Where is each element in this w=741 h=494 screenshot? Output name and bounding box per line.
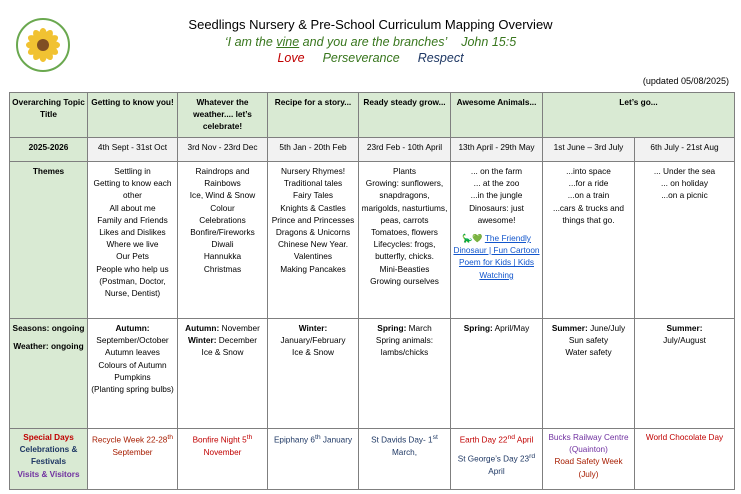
theme-item: Getting to know each other (93, 178, 172, 201)
quote-part-b: and you are the branches’ (299, 35, 448, 49)
theme-item: Family and Friends (97, 214, 168, 225)
season-lines (545, 334, 632, 358)
theme-item: ... on the farm (470, 166, 523, 176)
themes-cell (178, 162, 268, 319)
ordinal-suffix: th (167, 434, 174, 441)
quote-reference: John 15:5 (461, 35, 517, 49)
season-line: Pumpkins (114, 371, 151, 382)
topic-row-label: Overarching Topic Title (10, 93, 88, 138)
theme-item: Chinese New Year. (277, 239, 349, 250)
special-day-cell (178, 429, 268, 490)
season-lines (361, 334, 448, 358)
theme-item: Celebrations (199, 214, 246, 225)
school-values (0, 51, 741, 65)
season-months: June/July (587, 323, 626, 333)
updated-date: (updated 05/08/2025) (642, 76, 729, 86)
special-day-text: April (515, 435, 534, 445)
seasons-weather-label (10, 319, 88, 429)
special-day-text: March, (391, 447, 418, 457)
dates-row (10, 138, 735, 162)
theme-item: Likes and Dislikes (99, 227, 166, 238)
celebrations-heading: Celebrations & Festivals (19, 445, 78, 467)
season-name: Spring: (463, 323, 493, 333)
special-days-row (10, 429, 735, 490)
themes-cell (359, 162, 451, 319)
dinosaur-icon: 🦕💚 (462, 233, 483, 244)
season-months: December (216, 335, 258, 346)
theme-item: Tomatoes, flowers (371, 227, 438, 238)
year-label: 2025-2026 (10, 138, 88, 162)
term-dates: 1st June – 3rd July (543, 138, 635, 162)
themes-cell (268, 162, 359, 319)
topic-title: Whatever the weather.... let’s celebrate! (178, 93, 268, 138)
topic-title: Getting to know you! (88, 93, 178, 138)
themes-cell (88, 162, 178, 319)
theme-item: Knights & Castles (280, 202, 346, 213)
theme-item: Settling in (114, 166, 151, 176)
season-name: Spring: (377, 323, 407, 333)
ordinal-suffix: nd (507, 434, 516, 441)
curriculum-table (9, 92, 735, 490)
season-line (180, 334, 265, 346)
special-day-text: Earth Day 22 (459, 435, 508, 445)
special-day-text: September (112, 447, 153, 457)
ordinal-suffix: th (246, 434, 253, 441)
theme-item: Christmas (203, 263, 242, 274)
special-day-cell (359, 429, 451, 490)
theme-item: Hannukka (203, 251, 242, 262)
theme-item: ...cars & trucks and things that go. (552, 202, 624, 225)
special-day-text: Road Safety Week (July) (554, 457, 623, 479)
season-cell (268, 319, 359, 429)
season-cell (88, 319, 178, 429)
season-line (180, 322, 265, 334)
theme-item: Colour (210, 202, 235, 213)
theme-item: ...on a train (567, 190, 610, 201)
season-line: Colours of Autumn (98, 359, 167, 370)
season-line: Autumn leaves (105, 347, 160, 358)
season-months: March (406, 323, 432, 333)
ordinal-suffix: st (432, 434, 438, 441)
ordinal-suffix: rd (529, 452, 536, 460)
special-day-line (453, 432, 540, 447)
themes-cell (635, 162, 735, 319)
season-line: Water safety (565, 347, 612, 358)
season-name: Autumn: (115, 323, 150, 333)
season-lines (637, 334, 732, 346)
term-dates: 4th Sept - 31st Oct (88, 138, 178, 162)
season-name: Summer: (666, 323, 703, 333)
topic-title: Let’s go... (543, 93, 735, 138)
quote-part-a: ‘I am the (224, 35, 277, 49)
special-days-label (10, 429, 88, 490)
season-months: November (219, 323, 260, 333)
season-cell (543, 319, 635, 429)
term-dates: 6th July - 21st Aug (635, 138, 735, 162)
page-title: Seedlings Nursery & Pre-School Curriculum Mapping Overview (188, 17, 553, 32)
topic-title: Recipe for a story... (268, 93, 359, 138)
special-day-text: St George’s Day 23 (457, 454, 530, 464)
topic-row (10, 93, 735, 138)
seasons-row (10, 319, 735, 429)
theme-item: Nursery Rhymes! (280, 166, 346, 176)
special-day-cell (268, 429, 359, 490)
theme-item: ...for a ride (568, 178, 609, 189)
term-dates: 23rd Feb - 10th April (359, 138, 451, 162)
themes-label: Themes (10, 162, 88, 319)
special-day-text: Epiphany 6 (273, 435, 315, 445)
term-dates: 5th Jan - 20th Feb (268, 138, 359, 162)
season-line: (Planting spring bulbs) (91, 384, 174, 395)
theme-item: Traditional tales (283, 178, 343, 189)
theme-item: All about me (109, 202, 156, 213)
themes-row (10, 162, 735, 319)
theme-item: Our Pets (116, 251, 149, 262)
special-day-line (453, 451, 540, 478)
special-day-text: Recycle Week 22-28 (91, 435, 168, 445)
season-name: Summer: (551, 323, 588, 333)
seasons-label: Seasons: ongoing (12, 323, 85, 333)
season-months: April/May (492, 323, 530, 333)
season-line (453, 322, 540, 334)
theme-item: ...on a picnic (661, 190, 708, 201)
ordinal-suffix: th (314, 434, 321, 441)
theme-item: Mini-Beasties (379, 263, 430, 274)
theme-item: ...in the jungle (470, 190, 523, 201)
special-day-text: April (488, 466, 505, 476)
season-line: September/October (96, 335, 169, 346)
themes-list (453, 165, 540, 226)
season-line: lambs/chicks (380, 347, 429, 358)
season-cell (359, 319, 451, 429)
themes-cell (543, 162, 635, 319)
season-lines (270, 334, 356, 358)
dinosaur-video (453, 232, 540, 281)
special-day-text: January (320, 435, 353, 445)
weather-label: Weather: ongoing (13, 341, 84, 352)
season-name: Winter: (298, 323, 328, 333)
theme-item: Growing ourselves (370, 275, 439, 286)
theme-item: Dragons & Unicorns (275, 227, 351, 238)
season-cell (178, 319, 268, 429)
value-respect: Respect (417, 51, 464, 65)
special-day-cell (543, 429, 635, 490)
theme-item: ... on holiday (660, 178, 709, 189)
quote-vine: vine (276, 35, 300, 49)
special-day-text: November (203, 447, 242, 457)
theme-item: ... Under the sea (653, 166, 716, 176)
season-name: Autumn: (185, 323, 220, 333)
special-days-heading: Special Days (23, 433, 74, 442)
special-day-text: St Davids Day- 1 (371, 435, 433, 445)
theme-item: Dinosaurs: just awesome! (469, 202, 524, 225)
season-line: Ice & Snow (292, 347, 334, 358)
theme-item: Valentines (293, 251, 333, 262)
bible-quote (0, 35, 741, 49)
special-day-cell: World Chocolate Day (635, 429, 735, 490)
theme-item: Growing: sunflowers, snapdragons, marigolds, nasturtiums, peas, carrots (361, 178, 448, 225)
value-perseverance: Perseverance (322, 51, 400, 65)
theme-item: Where we live (106, 239, 159, 250)
season-cell (635, 319, 735, 429)
season-line: Ice & Snow (201, 347, 244, 358)
special-day-cell (451, 429, 543, 490)
term-dates: 13th April - 29th May (451, 138, 543, 162)
theme-item: ...into space (566, 166, 611, 176)
theme-item: Diwali (211, 239, 234, 250)
season-line (545, 322, 632, 334)
theme-item: People who help us (Postman, Doctor, Nurse, Dentist) (96, 263, 169, 299)
value-love: Love (277, 51, 305, 65)
season-name: Winter: (187, 335, 217, 346)
season-lines (90, 334, 175, 395)
topic-title: Ready steady grow... (359, 93, 451, 138)
theme-item: Fairy Tales (293, 190, 333, 201)
visit-text: Bucks Railway Centre (Quainton) (548, 433, 629, 455)
season-line: Spring animals: (375, 335, 434, 346)
topic-title: Awesome Animals... (451, 93, 543, 138)
theme-item: Lifecycles: frogs, butterfly, chicks. (373, 239, 436, 262)
theme-item: Bonfire/Fireworks (190, 227, 255, 238)
theme-item: Raindrops and Rainbows (195, 166, 250, 189)
season-cell (451, 319, 543, 429)
theme-item: ... at the zoo (473, 178, 520, 189)
theme-item: Prince and Princesses (271, 214, 355, 225)
special-day-cell (88, 429, 178, 490)
season-line: January/February (280, 335, 346, 346)
season-line: July/August (663, 335, 706, 346)
dinosaur-video-link[interactable]: The Friendly Dinosaur | Fun Cartoon Poem for Kids | Kids Watching (453, 233, 540, 280)
themes-cell (451, 162, 543, 319)
season-line: Sun safety (568, 335, 609, 346)
visits-heading: Visits & Visitors (17, 469, 80, 479)
season-line (361, 322, 448, 334)
term-dates: 3rd Nov - 23rd Dec (178, 138, 268, 162)
special-day-text: Bonfire Night 5 (192, 435, 247, 445)
theme-item: Making Pancakes (280, 263, 346, 274)
theme-item: Plants (392, 166, 417, 176)
theme-item: Ice, Wind & Snow (189, 190, 256, 201)
